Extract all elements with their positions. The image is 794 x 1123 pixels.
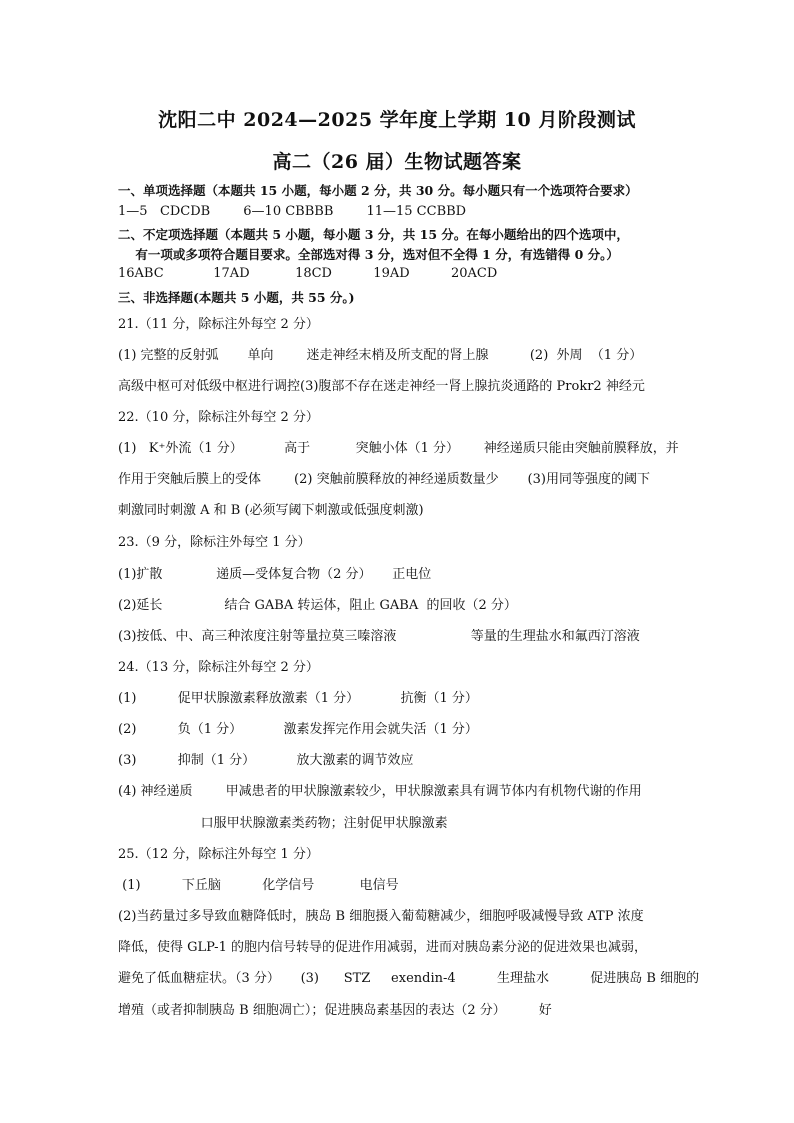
page-subtitle: 高二（26 届）生物试题答案 [272,151,522,173]
q21-heading: 21.（11 分，除标注外每空 2 分） [118,317,319,332]
section2-heading-cont: 有一项或多项符合题目要求。全部选对得 3 分，选对但不全得 1 分，有选错得 0 分。） [118,247,619,262]
q25-answer-line: (1) 下丘脑 化学信号 电信号 [118,878,399,893]
section3-heading: 三、非选择题(本题共 5 小题，共 55 分。) [118,290,355,305]
q25-answer-line: 增殖（或者抑制胰岛 B 细胞凋亡）；促进胰岛素基因的表达（2 分） 好 [118,1003,552,1018]
q23-answer-line: (2)延长 结合 GABA 转运体，阻止 GABA 的回收（2 分） [118,598,517,613]
q22-answer-line: (1) K⁺外流（1 分） 高于 突触小体（1 分） 神经递质只能由突触前膜释放，并 [118,441,679,456]
q21-answer-line: (1) 完整的反射弧 单向 迷走神经末梢及所支配的肾上腺 (2) 外周 （1 分） [118,348,643,363]
q24-heading: 24.（13 分，除标注外每空 2 分） [118,660,319,675]
q23-answer-line: (1)扩散 递质—受体复合物（2 分） 正电位 [118,567,432,582]
q24-answer-line: (2) 负（1 分） 激素发挥完作用会就失活（1 分） [118,722,478,737]
page-title: 沈阳二中 2024—2025 学年度上学期 10 月阶段测试 [158,109,636,131]
section2-heading: 二、不定项选择题（本题共 5 小题，每小题 3 分，共 15 分。在每小题给出的四个选项中， [118,227,629,242]
q24-answer-line: (1) 促甲状腺激素释放激素（1 分） 抗衡（1 分） [118,691,478,706]
q23-answer-line: (3)按低、中、高三种浓度注射等量拉莫三嗪溶液 等量的生理盐水和氟西汀溶液 [118,629,640,644]
section2-answers: 16ABC 17AD 18CD 19AD 20ACD [118,266,498,281]
q24-answer-line: 口服甲状腺激素类药物；注射促甲状腺激素 [118,816,448,831]
q21-answer-line: 高级中枢可对低级中枢进行调控(3)腹部不存在迷走神经一肾上腺抗炎通路的 Prokr2 神经元 [118,379,645,394]
q25-answer-line: (2)当药量过多导致血糖降低时，胰岛 B 细胞摄入葡萄糖减少，细胞呼吸减慢导致 ATP 浓度 [118,909,644,924]
q24-answer-line: (4) 神经递质 甲减患者的甲状腺激素较少，甲状腺激素具有调节体内有机物代谢的作用 [118,784,642,799]
q25-answer-line: 避免了低血糖症状。（3 分） (3) STZ exendin-4 生理盐水 促进胰岛 B 细胞的 [118,971,700,986]
q23-heading: 23.（9 分，除标注外每空 1 分） [118,535,311,550]
q22-answer-line: 刺激同时刺激 A 和 B (必须写阈下刺激或低强度刺激) [118,503,424,518]
q22-heading: 22.（10 分，除标注外每空 2 分） [118,410,319,425]
section1-answers: 1—5 CDCDB 6—10 CBBBB 11—15 CCBBD [118,204,467,219]
q25-answer-line: 降低，使得 GLP-1 的胞内信号转导的促进作用减弱，进而对胰岛素分泌的促进效果也减弱， [118,940,647,955]
q25-heading: 25.（12 分，除标注外每空 1 分） [118,847,319,862]
q24-answer-line: (3) 抑制（1 分） 放大激素的调节效应 [118,753,414,768]
q22-answer-line: 作用于突触后膜上的受体 (2) 突触前膜释放的神经递质数量少 (3)用同等强度的阈下 [118,472,650,487]
section1-heading: 一、单项选择题（本题共 15 小题，每小题 2 分，共 30 分。每小题只有一个选项符合要求） [118,183,638,198]
